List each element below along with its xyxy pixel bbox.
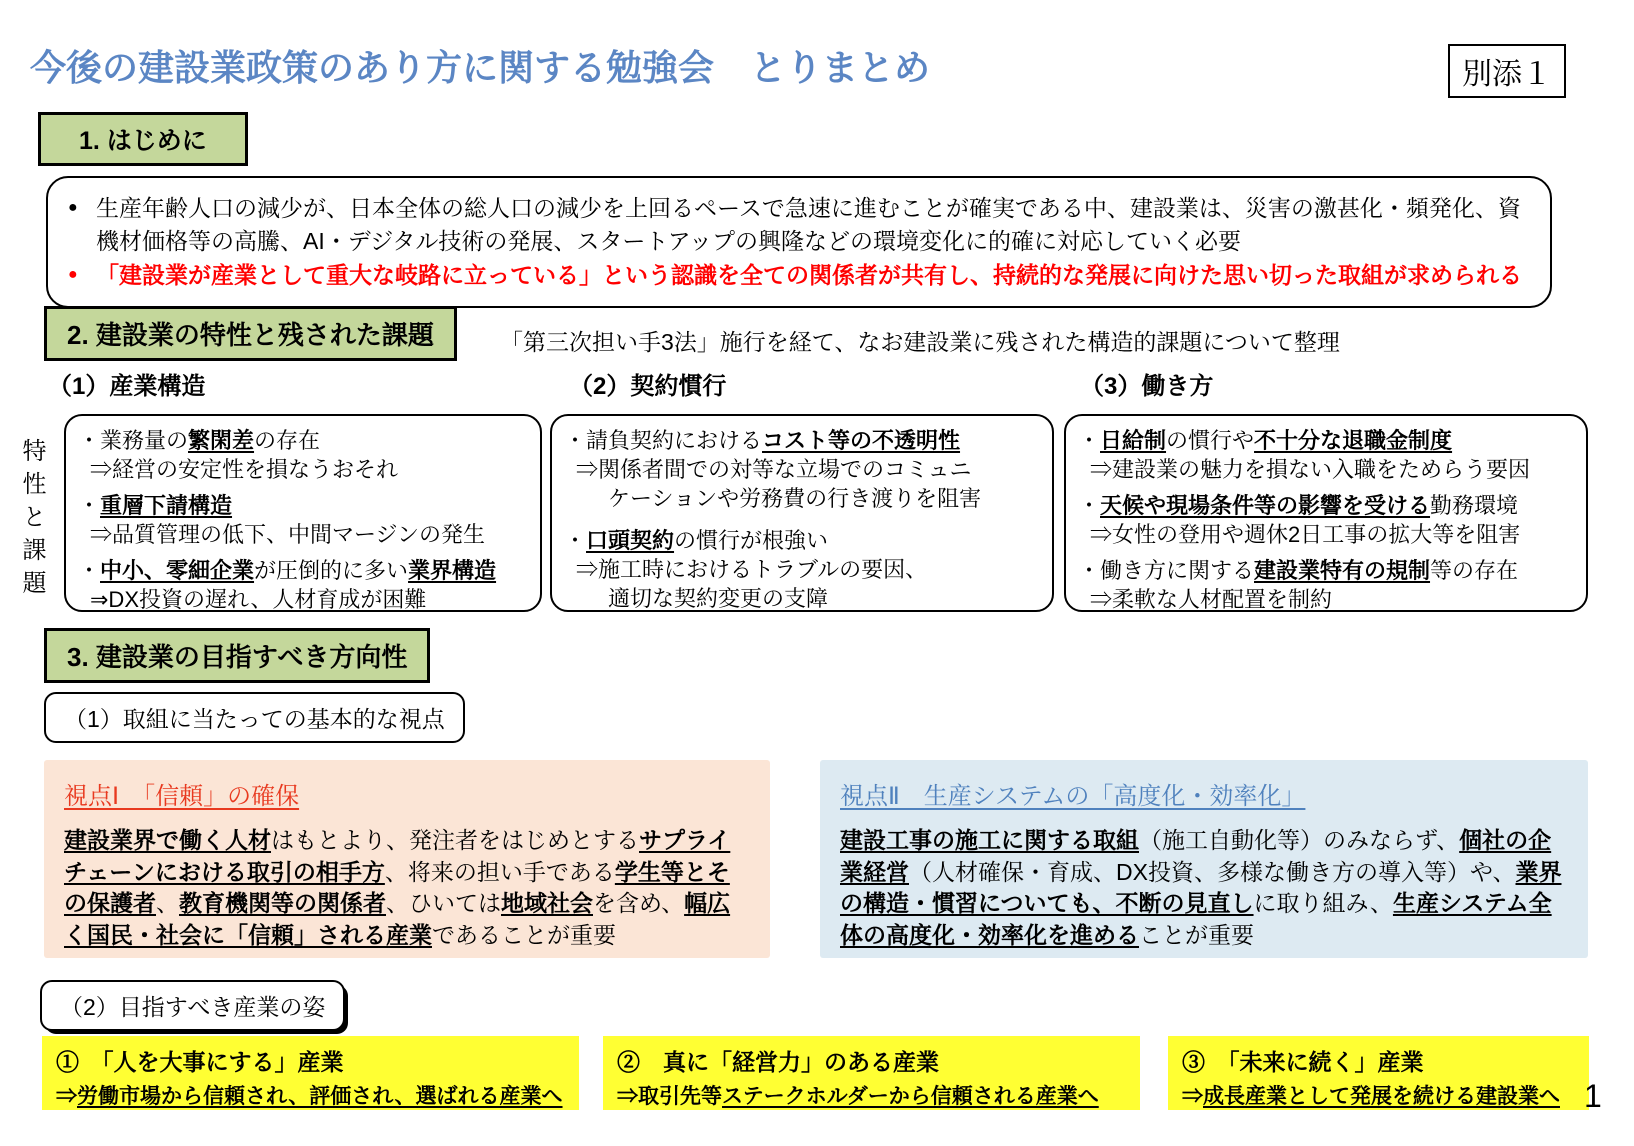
goal-box-3 xyxy=(1168,1036,1589,1110)
column-header-contract-practice: （2）契約慣行 xyxy=(569,373,727,400)
feature-box-contract-practice xyxy=(550,414,1054,612)
goal-2-title: ② 真に「経営力」のある産業 xyxy=(617,1049,939,1075)
section2-note: 「第三次担い手3法」施行を経て、なお建設業に残された構造的課題について整理 xyxy=(500,329,1340,355)
text-segment: ・ xyxy=(1078,428,1101,453)
viewpoint2-box xyxy=(820,760,1588,958)
viewpoint1-title: 視点Ⅰ 「信頼」の確保 xyxy=(64,783,300,810)
page-title: 今後の建設業政策のあり方に関する勉強会 とりまとめ xyxy=(30,47,931,88)
text-segment: ⇒DX投資の遅れ、人材育成が困難 xyxy=(90,587,427,613)
text-segment: ⇒品質管理の低下、中間マージンの発生 xyxy=(90,522,486,548)
attachment-tag: 別添１ xyxy=(1448,44,1566,98)
text-segment: 教育機関等の関係者 xyxy=(179,890,386,917)
text-line xyxy=(78,491,528,520)
text-segment: に取り組み、 xyxy=(1253,890,1393,917)
text-segment: ・業務量の xyxy=(78,428,189,453)
text-line xyxy=(1078,491,1574,520)
section3-sub1-heading: （1）取組に当たっての基本的な視点 xyxy=(44,692,465,743)
text-line xyxy=(1078,455,1574,484)
text-segment: ⇒女性の登用や週休2日工事の拡大等を阻害 xyxy=(1090,522,1521,548)
text-segment: 業界の構造・慣習についても、不断の見直し xyxy=(840,858,1562,917)
text-segment: の慣行や xyxy=(1166,428,1255,453)
text-segment: ・請負契約における xyxy=(564,428,763,453)
text-segment: ケーションや労務費の行き渡りを阻害 xyxy=(608,486,982,512)
text-line xyxy=(1078,585,1574,614)
text-segment: ⇒施工時におけるトラブルの要因、 xyxy=(576,557,928,583)
goal-3-line xyxy=(1182,1080,1575,1110)
text-line xyxy=(564,555,1040,584)
text-line xyxy=(1078,426,1574,455)
text-segment: 適切な契約変更の支障 xyxy=(608,586,829,612)
summary-bullet-1-text: 生産年齢人口の減少が、日本全体の総人口の減少を上回るペースで急速に進むことが確実である中、建設業は、災害の激甚化・頻発化、資機材価格等の高騰、AI・デジタル技術の発展、スタートアップの興隆などの環境変化に的確に対応していく必要 xyxy=(96,195,1521,255)
text-line xyxy=(78,520,528,549)
text-segment: 成長産業として発展を続ける建設業へ xyxy=(1203,1085,1560,1108)
text-segment: ステークホルダーから信頼される産業へ xyxy=(722,1085,1099,1108)
text-segment: であることが重要 xyxy=(432,922,616,949)
text-line xyxy=(78,556,528,585)
text-segment: 等の存在 xyxy=(1430,558,1519,584)
text-segment: コスト等の不透明性 xyxy=(762,428,961,453)
text-segment: ことが重要 xyxy=(1139,922,1254,949)
text-segment: が圧倒的に多い xyxy=(254,558,409,584)
text-segment: 、将来の担い手である xyxy=(384,858,615,885)
text-line xyxy=(564,455,1040,484)
viewpoint1-body xyxy=(64,825,750,952)
goal-2-line xyxy=(617,1080,1126,1110)
summary-bullet-1 xyxy=(64,192,1534,259)
bullet-icon: ● xyxy=(68,265,78,283)
summary-bullet-2 xyxy=(64,259,1534,292)
text-segment: はもとより、発注者をはじめとする xyxy=(271,827,639,853)
text-segment: 個社の企業経営 xyxy=(840,827,1552,885)
section3-sub2-heading: （2）目指すべき産業の姿 xyxy=(40,980,345,1031)
text-segment: 口頭契約 xyxy=(586,528,675,554)
text-line xyxy=(78,455,528,484)
column-header-work-style: （3）働き方 xyxy=(1080,373,1214,400)
text-segment: の慣行が根強い xyxy=(674,528,829,554)
text-segment: ⇒取引先等 xyxy=(617,1085,722,1108)
text-segment: 幅広く国民・社会に「信頼」される産業 xyxy=(64,890,731,949)
goal-3-title: ③ 「未来に続く」産業 xyxy=(1182,1049,1424,1075)
text-line xyxy=(1078,556,1574,585)
text-segment: 勤務環境 xyxy=(1430,493,1519,519)
section2-heading: 2. 建設業の特性と残された課題 xyxy=(44,306,457,361)
text-segment: ・ xyxy=(78,493,101,519)
text-line xyxy=(78,585,528,614)
text-segment: 労働市場から信頼され、評価され、選ばれる産業へ xyxy=(77,1085,563,1108)
text-segment: 日給制 xyxy=(1100,428,1167,453)
goal-1-title: ① 「人を大事にする」産業 xyxy=(56,1049,344,1075)
goal-1-line xyxy=(56,1080,565,1110)
text-segment: （施工自動化等）のみならず、 xyxy=(1139,827,1460,853)
text-segment: ⇒ xyxy=(56,1085,77,1108)
text-segment: 建設業界で働く人材 xyxy=(64,827,271,853)
text-line xyxy=(564,584,1040,613)
text-line xyxy=(78,426,528,455)
text-segment: 地域社会 xyxy=(501,890,593,917)
text-line xyxy=(564,526,1040,555)
text-segment: 建設業特有の規制 xyxy=(1254,558,1431,584)
viewpoint2-body xyxy=(840,825,1568,952)
viewpoint1-box xyxy=(44,760,770,958)
text-segment: ・働き方に関する xyxy=(1078,558,1255,584)
feature-box-work-style xyxy=(1064,414,1588,612)
text-segment: ⇒経営の安定性を損なうおそれ xyxy=(90,457,399,483)
column-header-industry-structure: （1）産業構造 xyxy=(48,373,206,400)
goal-box-1 xyxy=(42,1036,579,1110)
text-segment: 天候や現場条件等の影響を受ける xyxy=(1100,493,1431,519)
text-segment: の存在 xyxy=(254,428,321,453)
text-line xyxy=(564,484,1040,513)
side-label-characteristics-issues: 特性と課題 xyxy=(18,438,45,603)
text-segment: 中小、零細企業 xyxy=(100,558,255,584)
section3-heading: 3. 建設業の目指すべき方向性 xyxy=(44,628,430,683)
bullet-icon: ● xyxy=(68,199,78,216)
page-number: 1 xyxy=(1584,1078,1602,1114)
text-segment: ⇒建設業の魅力を損ない入職をためらう要因 xyxy=(1090,457,1531,483)
goal-box-2 xyxy=(603,1036,1140,1110)
viewpoint2-title: 視点Ⅱ 生産システムの「高度化・効率化」 xyxy=(840,783,1306,810)
text-segment: ・ xyxy=(564,528,587,554)
text-line xyxy=(564,426,1040,455)
text-segment: ⇒柔軟な人材配置を制約 xyxy=(1090,587,1333,613)
section1-heading: 1. はじめに xyxy=(38,112,248,166)
text-line xyxy=(1078,520,1574,549)
text-segment: 、 xyxy=(156,890,179,917)
text-segment: を含め、 xyxy=(593,890,685,917)
text-segment: 不十分な退職金制度 xyxy=(1254,428,1453,453)
feature-box-industry-structure xyxy=(64,414,542,612)
text-segment: サプライチェーンにおける取引の相手方 xyxy=(64,827,731,885)
text-segment: 、ひいては xyxy=(386,890,501,917)
text-segment: 重層下請構造 xyxy=(100,493,233,519)
text-segment: 繁閑差 xyxy=(188,428,255,453)
text-segment: ・ xyxy=(78,558,101,584)
text-segment: ⇒ xyxy=(1182,1085,1203,1108)
text-segment: （人材確保・育成、DX投資、多様な働き方の導入等）や、 xyxy=(909,858,1516,885)
text-segment: ⇒関係者間での対等な立場でのコミュニ xyxy=(576,457,972,483)
text-segment: 学生等とその保護者 xyxy=(64,858,730,917)
text-segment: 建設工事の施工に関する取組 xyxy=(840,827,1139,853)
text-segment: 業界構造 xyxy=(408,558,497,584)
section1-summary-box xyxy=(46,176,1552,308)
text-segment: ・ xyxy=(1078,493,1101,519)
text-segment: 生産システム全体の高度化・効率化を進める xyxy=(840,890,1552,949)
summary-bullet-2-text: 「建設業が産業として重大な岐路に立っている」という認識を全ての関係者が共有し、持続的な発展に向けた思い切った取組が求められる xyxy=(96,261,1522,288)
